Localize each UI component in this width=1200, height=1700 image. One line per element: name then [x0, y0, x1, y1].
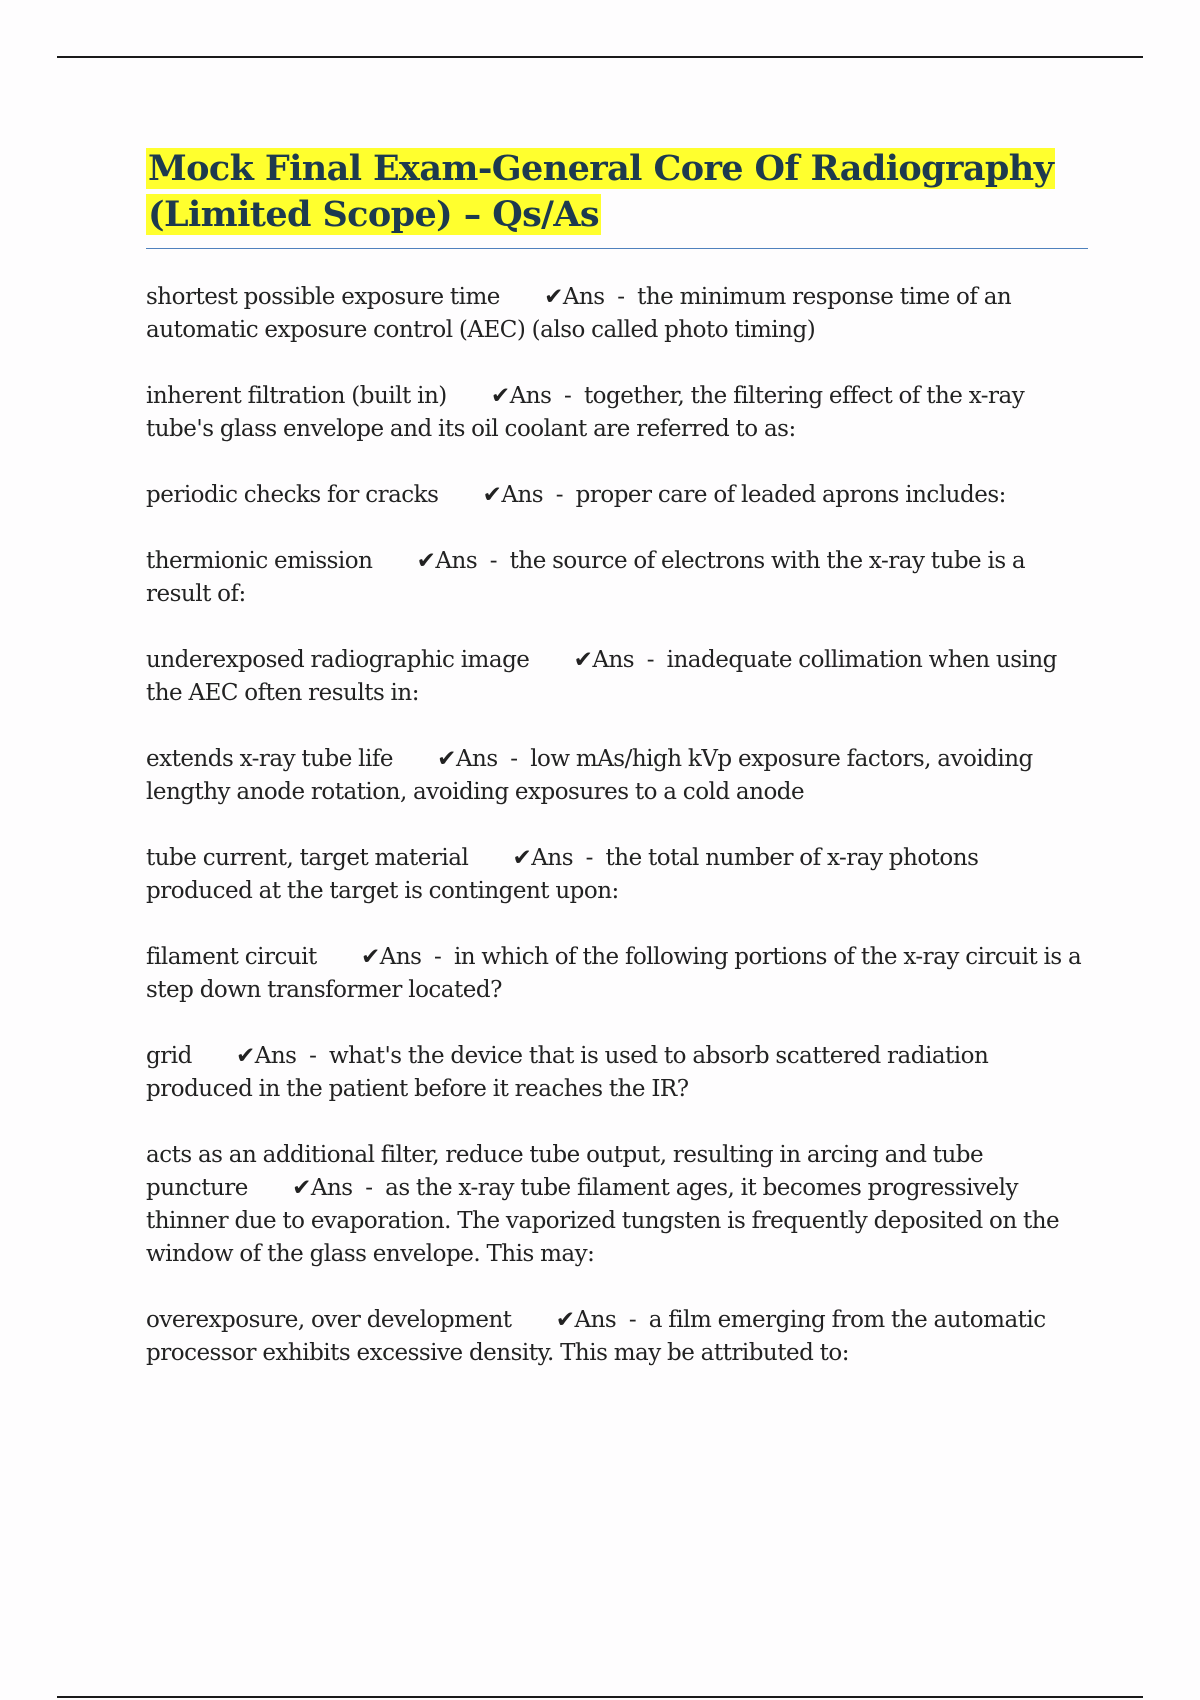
answer-text: grid — [146, 1043, 192, 1069]
answer-text: underexposed radiographic image — [146, 647, 530, 673]
footer-rule — [57, 1696, 1143, 1698]
qa-item — [146, 842, 1088, 908]
qa-item — [146, 743, 1088, 809]
qa-item — [146, 941, 1088, 1007]
question-text: proper care of leaded aprons includes: — [575, 482, 1006, 508]
qa-list — [146, 281, 1088, 1370]
answer-check-separator: ✔Ans - — [555, 1307, 649, 1333]
answer-text: periodic checks for cracks — [146, 482, 439, 508]
answer-check-separator: ✔Ans - — [292, 1175, 386, 1201]
document-title — [146, 146, 1088, 238]
title-line-1: Mock Final Exam-General Core Of Radiography — [148, 148, 1054, 189]
answer-text: extends x-ray tube life — [146, 746, 393, 772]
answer-check-separator: ✔Ans - — [512, 845, 606, 871]
title-line-2: (Limited Scope) – Qs/As — [148, 194, 600, 235]
qa-item — [146, 1304, 1088, 1370]
answer-check-separator: ✔Ans - — [544, 284, 638, 310]
title-underline — [146, 248, 1088, 249]
question-text: together, the filtering effect of the x-ray tube's glass envelope and its oil coolant are referred to as: — [146, 383, 1025, 442]
qa-item — [146, 479, 1088, 512]
question-text: the minimum response time of an automatic exposure control (AEC) (also called photo timing) — [146, 284, 1012, 343]
answer-text: tube current, target material — [146, 845, 469, 871]
qa-item — [146, 380, 1088, 446]
question-text: as the x-ray tube filament ages, it becomes progressively thinner due to evaporation. The vaporized tungsten is frequently deposited on the window of the glass envelope. This may: — [146, 1175, 1060, 1267]
question-text: low mAs/high kVp exposure factors, avoiding lengthy anode rotation, avoiding exposures to a cold anode — [146, 746, 1033, 805]
answer-check-separator: ✔Ans - — [482, 482, 576, 508]
answer-text: shortest possible exposure time — [146, 284, 500, 310]
qa-item — [146, 545, 1088, 611]
qa-item — [146, 1040, 1088, 1106]
answer-check-separator: ✔Ans - — [235, 1043, 329, 1069]
qa-item — [146, 281, 1088, 347]
answer-check-separator: ✔Ans - — [416, 548, 510, 574]
answer-text: overexposure, over development — [146, 1307, 512, 1333]
answer-check-separator: ✔Ans - — [360, 944, 454, 970]
document-body — [146, 146, 1088, 1403]
answer-check-separator: ✔Ans - — [437, 746, 531, 772]
answer-text: thermionic emission — [146, 548, 373, 574]
qa-item — [146, 1139, 1088, 1271]
answer-text: filament circuit — [146, 944, 317, 970]
question-text: what's the device that is used to absorb scattered radiation produced in the patient before it reaches the IR? — [146, 1043, 989, 1102]
question-text: a film emerging from the automatic processor exhibits excessive density. This may be attributed to: — [146, 1307, 1046, 1366]
answer-text: inherent filtration (built in) — [146, 383, 447, 409]
answer-check-separator: ✔Ans - — [573, 647, 667, 673]
question-text: the source of electrons with the x-ray tube is a result of: — [146, 548, 1026, 607]
qa-item — [146, 644, 1088, 710]
answer-text: acts as an additional filter, reduce tube output, resulting in arcing and tube puncture — [146, 1142, 984, 1201]
header-rule — [57, 56, 1143, 58]
question-text: the total number of x-ray photons produced at the target is contingent upon: — [146, 845, 979, 904]
question-text: in which of the following portions of the x-ray circuit is a step down transformer located? — [146, 944, 1082, 1003]
answer-check-separator: ✔Ans - — [490, 383, 584, 409]
question-text: inadequate collimation when using the AEC often results in: — [146, 647, 1057, 706]
